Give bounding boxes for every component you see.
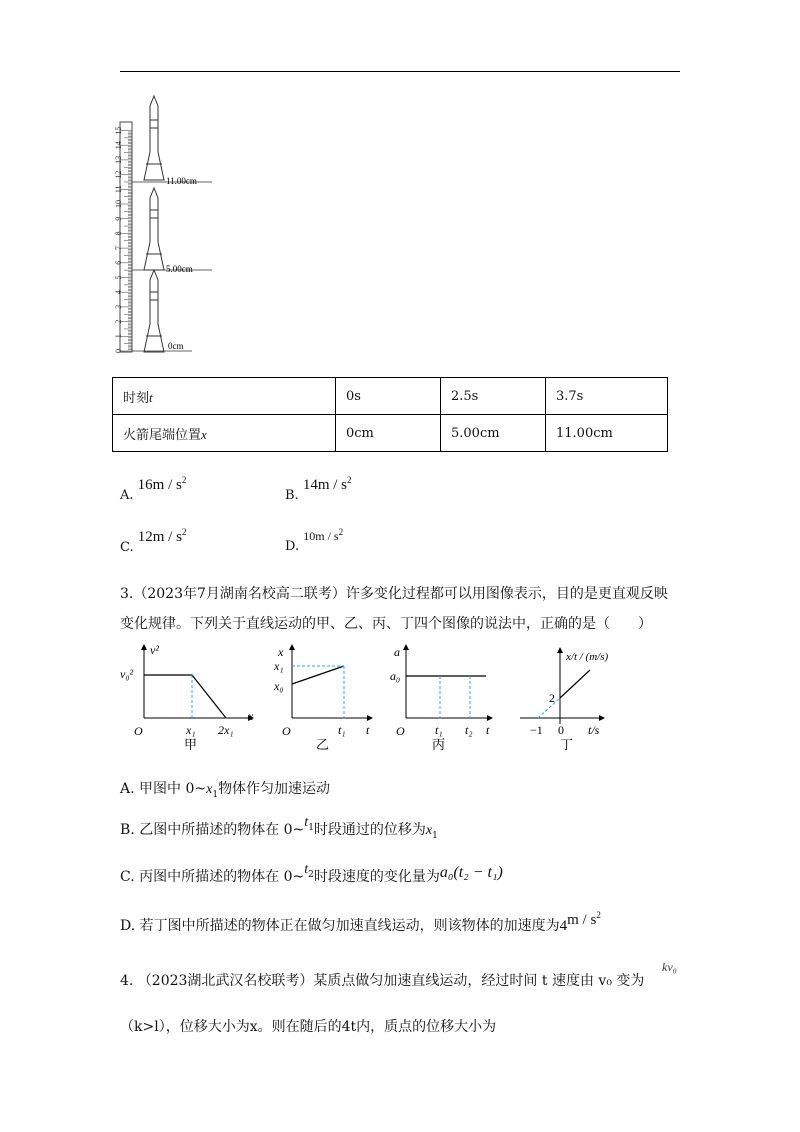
graph-jia-line xyxy=(144,675,226,718)
rocket-icon xyxy=(144,96,164,180)
q4-stem-line2: （k>l），位移大小为x。则在随后的4t内，质点的位移大小为 xyxy=(120,1019,497,1035)
svg-text:x/t / (m/s): x/t / (m/s) xyxy=(566,651,608,663)
q2-option-d[interactable]: D. $10m / s^2$ xyxy=(285,527,344,554)
q4-stem-line1: 4. （2023湖北武汉名校联考）某质点做匀加速直线运动，经过时间 t 速度由 v₀ 变为 xyxy=(120,973,645,989)
ruler-label: 7 xyxy=(114,246,123,251)
svg-text:v²: v² xyxy=(150,643,159,657)
q2-option-b[interactable]: B. $14m / s^2$ xyxy=(285,475,352,503)
graph-ding xyxy=(508,640,608,752)
table-cell: 0s xyxy=(336,378,441,415)
rocket-icon xyxy=(144,188,164,270)
graph-yi xyxy=(270,640,380,752)
table-row xyxy=(113,378,668,415)
ruler-label: 2 xyxy=(114,319,123,324)
svg-text:x₁: x₁ xyxy=(186,723,196,737)
rocket-strobe-figure xyxy=(112,92,222,358)
svg-text:2: 2 xyxy=(549,691,555,705)
table-row xyxy=(113,415,668,452)
ruler-label: 13 xyxy=(114,155,123,164)
svg-text:x: x xyxy=(278,645,284,659)
ruler-label: 6 xyxy=(114,260,123,265)
graph-caption: 乙 xyxy=(316,737,330,752)
svg-text:t/s: t/s xyxy=(588,723,600,737)
svg-text:t₁: t₁ xyxy=(338,723,346,737)
ruler-label: 9 xyxy=(114,216,123,221)
graph-caption: 丙 xyxy=(432,737,446,752)
q2-option-a[interactable]: A. $16m / s^2$ xyxy=(120,475,187,503)
position-label-5cm: 5.00cm xyxy=(166,264,193,274)
time-position-table xyxy=(112,377,668,452)
table-cell: 5.00cm xyxy=(441,415,546,452)
svg-text:t₂: t₂ xyxy=(465,723,473,737)
ruler-label: 4 xyxy=(114,290,123,295)
svg-text:O: O xyxy=(282,724,291,738)
ruler-label: 14 xyxy=(114,141,123,150)
table-header-cell: 火箭尾端位置x xyxy=(113,415,336,452)
svg-text:x: x xyxy=(248,709,254,723)
table-header-cell: 时刻t xyxy=(113,378,336,415)
q4-kv0: kv₀ xyxy=(662,960,677,974)
q3-option-b[interactable]: B. 乙图中所描述的物体在 $0\sim t_1$时段通过的位移为$x_1$ xyxy=(120,815,438,841)
table-cell: 0cm xyxy=(336,415,441,452)
ruler-label: 11 xyxy=(114,185,123,194)
ruler-label: 8 xyxy=(114,231,123,236)
svg-text:2x₁: 2x₁ xyxy=(218,723,234,737)
ruler-label: 12 xyxy=(114,170,123,179)
q2-option-c[interactable]: C. $12m / s^2$ xyxy=(120,527,187,555)
graph-bing xyxy=(388,640,500,752)
q3-option-a[interactable]: A. 甲图中 $0\sim x_1$物体作匀加速运动 xyxy=(120,781,331,800)
svg-text:a₀: a₀ xyxy=(390,669,401,683)
svg-text:O: O xyxy=(396,724,405,738)
svg-text:a: a xyxy=(394,645,400,659)
ruler-label: 3 xyxy=(114,304,123,309)
ruler-label: 10 xyxy=(114,200,123,208)
ruler-label: 0 xyxy=(114,349,123,353)
graph-caption: 丁 xyxy=(560,737,574,752)
svg-text:x₀: x₀ xyxy=(274,679,284,693)
svg-text:0: 0 xyxy=(558,723,564,737)
table-cell: 3.7s xyxy=(546,378,668,415)
q3-option-c[interactable]: C. 丙图中所描述的物体在 $0\sim t_2$时段速度的变化量为a₀(t₂ − t₁) xyxy=(120,862,503,885)
position-label-11cm: 11.00cm xyxy=(166,176,197,186)
table-cell: 2.5s xyxy=(441,378,546,415)
graph-ding-line xyxy=(560,670,590,698)
svg-text:v₀²: v₀² xyxy=(120,667,134,681)
table-cell: 11.00cm xyxy=(546,415,668,452)
q3-option-d[interactable]: D. 若丁图中所描述的物体正在做匀加速直线运动，则该物体的加速度为$4m / s^2$ xyxy=(120,910,601,934)
q3-stem-line1: 3.（2023年7月湖南名校高二联考）许多变化过程都可以用图像表示，目的是更直观反映 xyxy=(120,586,668,602)
svg-text:t: t xyxy=(366,723,370,737)
ruler-label: 15 xyxy=(114,126,123,135)
svg-text:O: O xyxy=(134,724,143,738)
ruler-label: 1 xyxy=(114,334,123,339)
ruler-label: 5 xyxy=(114,275,123,280)
svg-text:t₁: t₁ xyxy=(435,723,443,737)
position-label-0cm: 0cm xyxy=(168,341,184,351)
graph-yi-line xyxy=(292,666,344,684)
q3-stem-line2: 变化规律。下列关于直线运动的甲、乙、丙、丁四个图像的说法中，正确的是（ ） xyxy=(120,616,652,632)
header-rule xyxy=(120,71,680,72)
svg-text:−1: −1 xyxy=(530,723,543,737)
rocket-icon xyxy=(144,270,164,352)
graph-jia xyxy=(118,640,268,752)
svg-text:t: t xyxy=(486,723,490,737)
graph-caption: 甲 xyxy=(184,737,198,752)
svg-text:x₁: x₁ xyxy=(274,659,284,673)
